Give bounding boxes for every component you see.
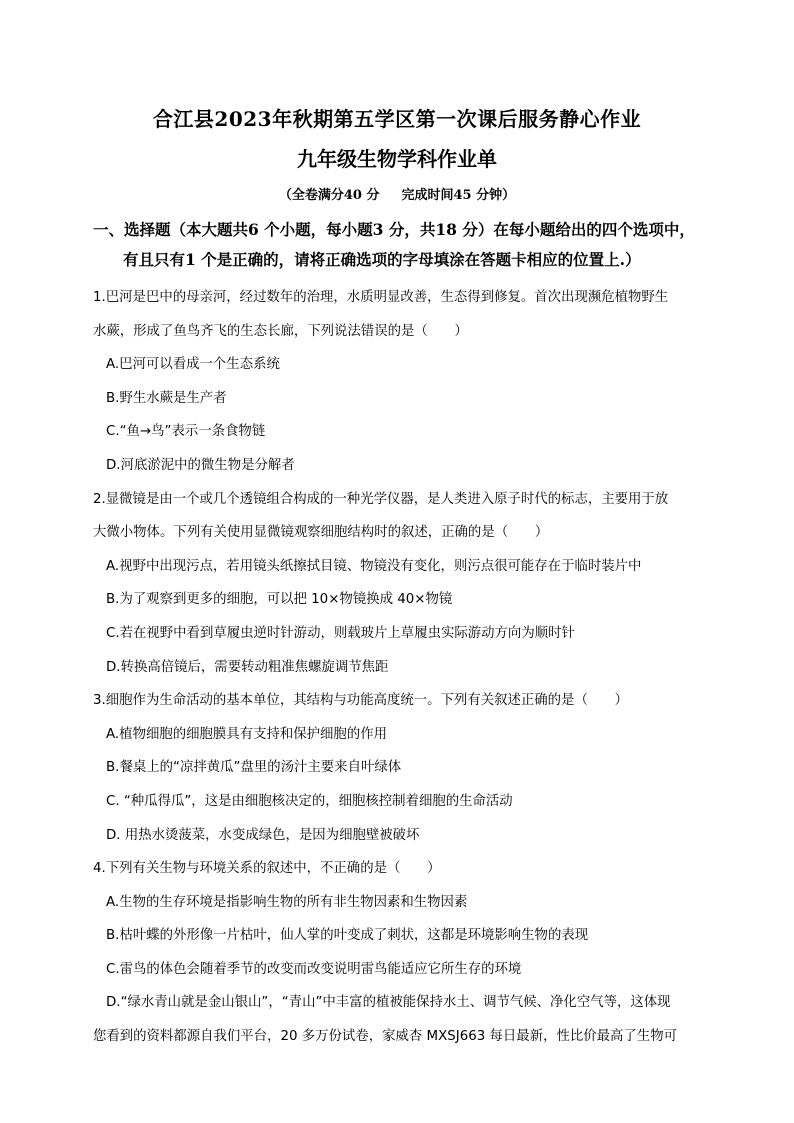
section-heading [93,215,723,275]
document-subtitle: 九年级生物学科作业单 [297,147,497,171]
question-1-stem-line2: 水蕨，形成了鱼鸟齐飞的生态长廊，下列说法错误的是（ ） [93,323,468,339]
question-4-option-b: B.枯叶蝶的外形像一片枯叶，仙人掌的叶变成了刺状，这都是环境影响生物的表现 [106,928,589,944]
question-3-stem-line1: 3.细胞作为生命活动的基本单位，其结构与功能高度统一。下列有关叙述正确的是（ ） [93,693,629,709]
question-4-option-a: A.生物的生存环境是指影响生物的所有非生物因素和生物因素 [106,894,468,910]
question-4-option-d: D.“绿水青山就是金山银山”，“青山”中丰富的植被能保持水土、调节气候、净化空气等，这体现 [106,995,671,1011]
question-3-option-d: D. 用热水烫菠菜，水变成绿色，是因为细胞壁被破坏 [106,827,420,843]
question-1-option-a: A.巴河可以看成一个生态系统 [106,357,280,373]
question-2-option-b: B.为了观察到更多的细胞，可以把 10×物镜换成 40×物镜 [106,592,453,608]
question-3-option-c: C. “种瓜得瓜”，这是由细胞核决定的，细胞核控制着细胞的生命活动 [106,793,513,809]
question-list [93,281,718,1054]
question-1-option-b: B.野生水蕨是生产者 [106,390,227,406]
exam-info [0,184,794,203]
question-2-stem-line1: 2.显微镜是由一个或几个透镜组合构成的一种光学仪器，是人类进入原子时代的标志，主要用于放 [93,491,669,507]
score-note: （全卷满分40 分 [278,188,380,203]
footer-note: 您看到的资料都源自我们平台，20 多万份试卷，家威杏 MXSJ663 每日最新，性比价最高了生物可 [93,1029,677,1045]
question-4-option-c: C.雷鸟的体色会随着季节的改变而改变说明雷鸟能适应它所生存的环境 [106,961,522,977]
time-note: 完成时间45 分钟） [401,188,516,203]
question-2-option-d: D.转换高倍镜后，需要转动粗准焦螺旋调节焦距 [106,659,389,675]
question-2-option-c: C.若在视野中看到草履虫逆时针游动，则载玻片上草履虫实际游动方向为顺时针 [106,625,575,641]
question-2-option-a: A.视野中出现污点，若用镜头纸擦拭目镜、物镜没有变化，则污点很可能存在于临时装片中 [106,558,642,574]
document-title: 合江县2023年秋期第五学区第一次课后服务静心作业 [152,107,642,131]
question-2-stem-line2: 大微小物体。下列有关使用显微镜观察细胞结构时的叙述，正确的是（ ） [93,525,549,541]
section-heading-line2: 有且只有1 个是正确的，请将正确选项的字母填涂在答题卡相应的位置上.） [123,250,641,269]
question-3-option-b: B.餐桌上的“凉拌黄瓜”盘里的汤汁主要来自叶绿体 [106,760,402,776]
question-4-stem-line1: 4.下列有关生物与环境关系的叙述中，不正确的是（ ） [93,861,441,877]
section-heading-line1: 一、选择题（本大题共6 个小题，每小题3 分，共18 分）在每小题给出的四个选项中， [93,220,695,239]
question-3-option-a: A.植物细胞的细胞膜具有支持和保护细胞的作用 [106,726,387,742]
question-1-stem-line1: 1.巴河是巴中的母亲河，经过数年的治理，水质明显改善，生态得到修复。首次出现濒危植物野生 [93,290,669,305]
question-1-option-c: C.“鱼→鸟”表示一条食物链 [106,424,266,440]
question-1-option-d: D.河底淤泥中的微生物是分解者 [106,457,295,473]
